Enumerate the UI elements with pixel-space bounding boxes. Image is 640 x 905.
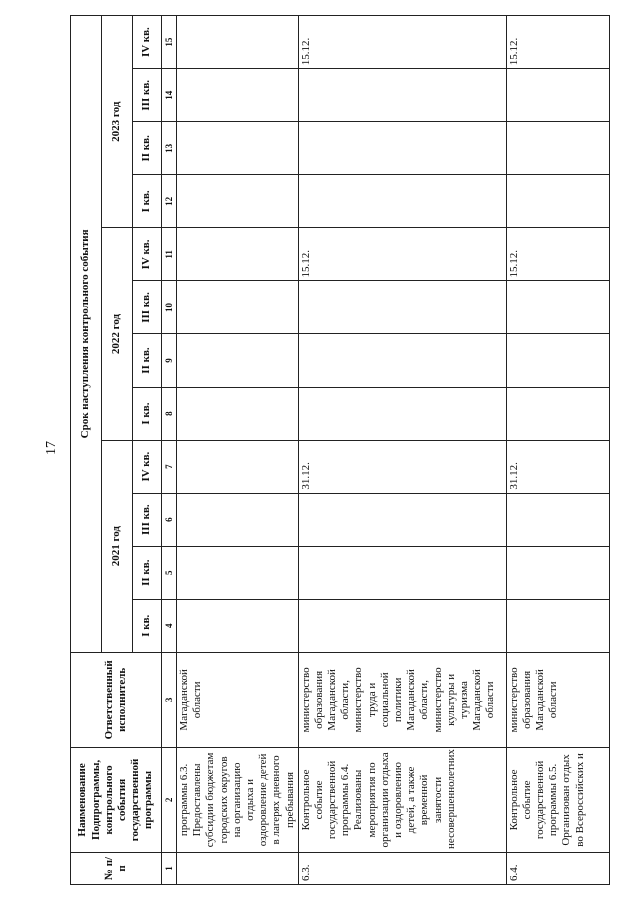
- deadline-cell: [177, 228, 299, 281]
- deadline-cell: [506, 387, 609, 440]
- column-number: 8: [162, 387, 177, 440]
- header-quarter: I кв.: [133, 175, 162, 228]
- column-number: 3: [162, 652, 177, 747]
- header-quarter: II кв.: [133, 122, 162, 175]
- header-quarter: I кв.: [133, 599, 162, 652]
- header-quarter: II кв.: [133, 546, 162, 599]
- header-quarter: IV кв.: [133, 440, 162, 493]
- column-number: 15: [162, 16, 177, 69]
- row-num: 6.3.: [298, 852, 506, 884]
- deadline-cell: [298, 281, 506, 334]
- row-name: программы 6.3. Предоставлены субсидии бюджетам городских округов на организацию отдыха и оздоровление детей в лагерях дневного пребывания: [177, 747, 299, 852]
- deadline-cell: [177, 69, 299, 122]
- deadline-cell: 15.12.: [298, 16, 506, 69]
- deadline-cell: [298, 546, 506, 599]
- deadline-cell: [177, 175, 299, 228]
- column-number: 9: [162, 334, 177, 387]
- control-events-table: [70, 15, 610, 885]
- deadline-cell: [177, 16, 299, 69]
- row-executor: министерство образования Магаданской области: [506, 652, 609, 747]
- column-number: 6: [162, 493, 177, 546]
- column-number: 5: [162, 546, 177, 599]
- row-num: [177, 852, 299, 884]
- deadline-cell: [298, 69, 506, 122]
- header-quarter: III кв.: [133, 493, 162, 546]
- deadline-cell: [506, 493, 609, 546]
- deadline-cell: [177, 493, 299, 546]
- deadline-cell: [298, 493, 506, 546]
- deadline-cell: [177, 334, 299, 387]
- deadline-cell: [177, 281, 299, 334]
- header-name: Наименование Подпрограммы, контрольного события государственной программы: [71, 747, 162, 852]
- row-name: Контрольное событие государственной программы 6.4. Реализованы мероприятия по организации отдыха и оздоровлению детей, а также временной занятости несовершеннолетних: [298, 747, 506, 852]
- deadline-cell: [506, 122, 609, 175]
- table-row: [506, 16, 609, 885]
- deadline-cell: 15.12.: [506, 16, 609, 69]
- deadline-cell: [177, 122, 299, 175]
- header-year-2023: 2023 год: [102, 16, 133, 228]
- column-number: 7: [162, 440, 177, 493]
- page-number: 17: [44, 441, 59, 455]
- deadline-cell: [177, 440, 299, 493]
- deadline-cell: 31.12.: [298, 440, 506, 493]
- column-number: 11: [162, 228, 177, 281]
- deadline-cell: [298, 334, 506, 387]
- header-quarter: IV кв.: [133, 228, 162, 281]
- column-number: 14: [162, 69, 177, 122]
- deadline-cell: [506, 546, 609, 599]
- deadline-cell: [506, 69, 609, 122]
- deadline-cell: 31.12.: [506, 440, 609, 493]
- deadline-cell: [506, 599, 609, 652]
- column-number: 2: [162, 747, 177, 852]
- deadline-cell: [177, 387, 299, 440]
- deadline-cell: [298, 387, 506, 440]
- header-executor: Ответственный исполнитель: [71, 652, 162, 747]
- deadline-cell: [298, 175, 506, 228]
- column-number: 1: [162, 852, 177, 884]
- row-name: Контрольное событие государственной программы 6.5. Организован отдых во Всероссийских и: [506, 747, 609, 852]
- deadline-cell: [177, 546, 299, 599]
- header-quarter: II кв.: [133, 334, 162, 387]
- header-year-2021: 2021 год: [102, 440, 133, 652]
- deadline-cell: 15.12.: [298, 228, 506, 281]
- deadline-cell: [298, 599, 506, 652]
- column-number: 4: [162, 599, 177, 652]
- header-quarter: III кв.: [133, 281, 162, 334]
- row-executor: министерство образования Магаданской области, министерство труда и социальной политики Магаданской области, министерство культуры и туризма Магаданской области: [298, 652, 506, 747]
- deadline-cell: [506, 334, 609, 387]
- rotated-page: [70, 15, 610, 885]
- column-number: 13: [162, 122, 177, 175]
- header-quarter: I кв.: [133, 387, 162, 440]
- deadline-cell: 15.12.: [506, 228, 609, 281]
- column-number: 10: [162, 281, 177, 334]
- deadline-cell: [177, 599, 299, 652]
- header-deadline: Срок наступления контрольного события: [71, 16, 102, 653]
- header-quarter: IV кв.: [133, 16, 162, 69]
- deadline-cell: [506, 175, 609, 228]
- table-row: [177, 16, 299, 885]
- header-year-2022: 2022 год: [102, 228, 133, 440]
- column-number: 12: [162, 175, 177, 228]
- header-quarter: III кв.: [133, 69, 162, 122]
- header-num: № п/п: [71, 852, 162, 884]
- deadline-cell: [506, 281, 609, 334]
- table-row: [298, 16, 506, 885]
- row-num: 6.4.: [506, 852, 609, 884]
- row-executor: Магаданской области: [177, 652, 299, 747]
- deadline-cell: [298, 122, 506, 175]
